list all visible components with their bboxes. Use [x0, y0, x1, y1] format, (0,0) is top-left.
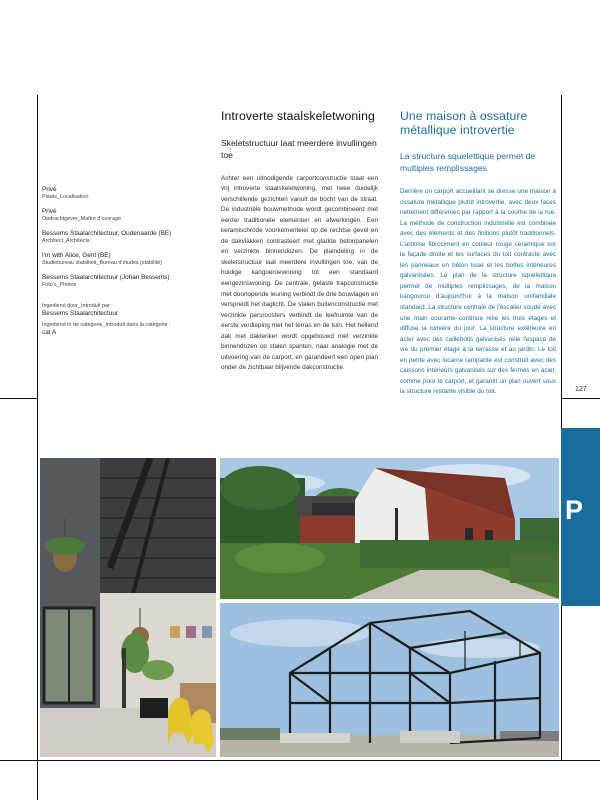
meta-value: Privé [42, 208, 57, 215]
meta-value: Privé [42, 186, 57, 193]
project-metadata [42, 186, 217, 344]
meta-label: Plaats_Localisation [42, 194, 89, 200]
bottom-rule [0, 760, 600, 761]
section-tab-letter: P [565, 495, 584, 525]
meta-value: Bessems Staalarchitectuur, Oudenaarde (BE) [42, 230, 172, 237]
article-body-fr: Derrière un carport accueillant se dresse une maison à ossature métallique plutôt introvertie, avec deux faces nettement différentes par rapport à la courbe de la rue. La méthode de construction industrielle est combinée avec des éléments et des finitions plutôt traditionnels. L'ardoise fibrociment en couleur rouge céramique sur la façade droite et les surfaces du toit contraste avec les panneaux en béton lisse et les boîtes intérieures galvanisées. Le plan de la structure squelettique permet de multiples remplissages, de la maison kangourou d'aujourd'hui à la maison unifamiliale standard. La structure centrale de l'escalier soudé avec une main courante continue relie les trois étages et diffuse la lumière du jour. La structure extérieure en acier avec des caillebotis galvanisés relie l'espace de vie du premier étage à la terrasse et au jardin. Le toit en pente avec lucarne rampante est construit avec des caissons intérieurs galvanisés sur des fermes en acier, comme pour le carport, et garantit un plan ouvert sous la structure restante visible du toit. [400, 188, 556, 396]
meta-category [42, 322, 217, 337]
article-title-fr: Une maison à ossature métallique introvertie [400, 109, 528, 137]
meta-engineer [42, 252, 217, 267]
section-tab [561, 428, 600, 606]
article-subtitle-fr: La structure squelettique permet de multiples remplissages [400, 151, 536, 173]
interior-photo [40, 458, 216, 757]
meta-label: Foto's_Photos [42, 282, 77, 288]
steel-frame-photo [220, 603, 559, 757]
meta-value: cat A [42, 329, 57, 336]
meta-label: Architect_Architecte [42, 238, 90, 244]
house-exterior-photo [220, 458, 559, 599]
meta-value: Bessems Staalarchitectuur [42, 310, 119, 317]
french-article [400, 110, 556, 398]
meta-label: Studiebureau stabiliteit_Bureau d'études (stabilité) [42, 260, 162, 266]
page-number: 127 [575, 386, 587, 393]
meta-submitted-by [42, 303, 217, 318]
left-margin-rule [0, 398, 37, 399]
right-top-rule [561, 398, 600, 399]
meta-photos [42, 274, 217, 289]
meta-value: I'm with Alice, Gent (BE) [42, 252, 111, 259]
meta-location [42, 186, 217, 201]
meta-value: Bessems Staalarchitectuur (Johan Bessems) [42, 274, 170, 281]
dutch-article [221, 110, 378, 374]
meta-client [42, 208, 217, 223]
meta-architect [42, 230, 217, 245]
meta-label: Opdrachtgever_Maître d'ouvrage [42, 216, 121, 222]
article-body-nl: Achter een uitnodigende carportconstructie staat een vrij introverte staalskeletwoning, met twee duidelijk verschillende gezichten vanuit de bocht van de straat. De industriële bouwmethode wordt gecombineerd met eerder traditionele elementen en afwerkingen. Een keramischrode voorkementelei op de rechtse gevel en de dakvlakken contrasteert met gladde betonpanelen en verzinkte binnendozen. De plaindeling in de skeletstructuur laat meerdere invullingen toe, van de huidige kangoeroewoning tot een standaard eengezinswoning. De centrale, gelaste trapconstructie met doorlopende leuning verbindt de drie bouwlagen en verspreidt het daglicht. De stalen buitenconstructie met verzinkte persroosters verbindt de leefruimte van de eerste verdieping met het terras en de tuin. Het hellend dak met dakleriker wordt opgebouwd met verzinkte binnendozen op stalen spanten, naar analogie met de uitvoering van de carport, en garandeert een open plan onder de zichtbaar blijvende dakconstructie. [221, 174, 378, 372]
meta-label: Ingediend door_Introduit par : [42, 303, 113, 309]
article-title-nl: Introverte staalskeletwoning [221, 109, 375, 123]
left-column-rule [37, 95, 38, 800]
meta-label: Ingediend in de categorie_Introduit dans la catégorie : [42, 322, 171, 328]
article-subtitle-nl: Skeletstructuur laat meerdere invullingen toe [221, 137, 377, 160]
